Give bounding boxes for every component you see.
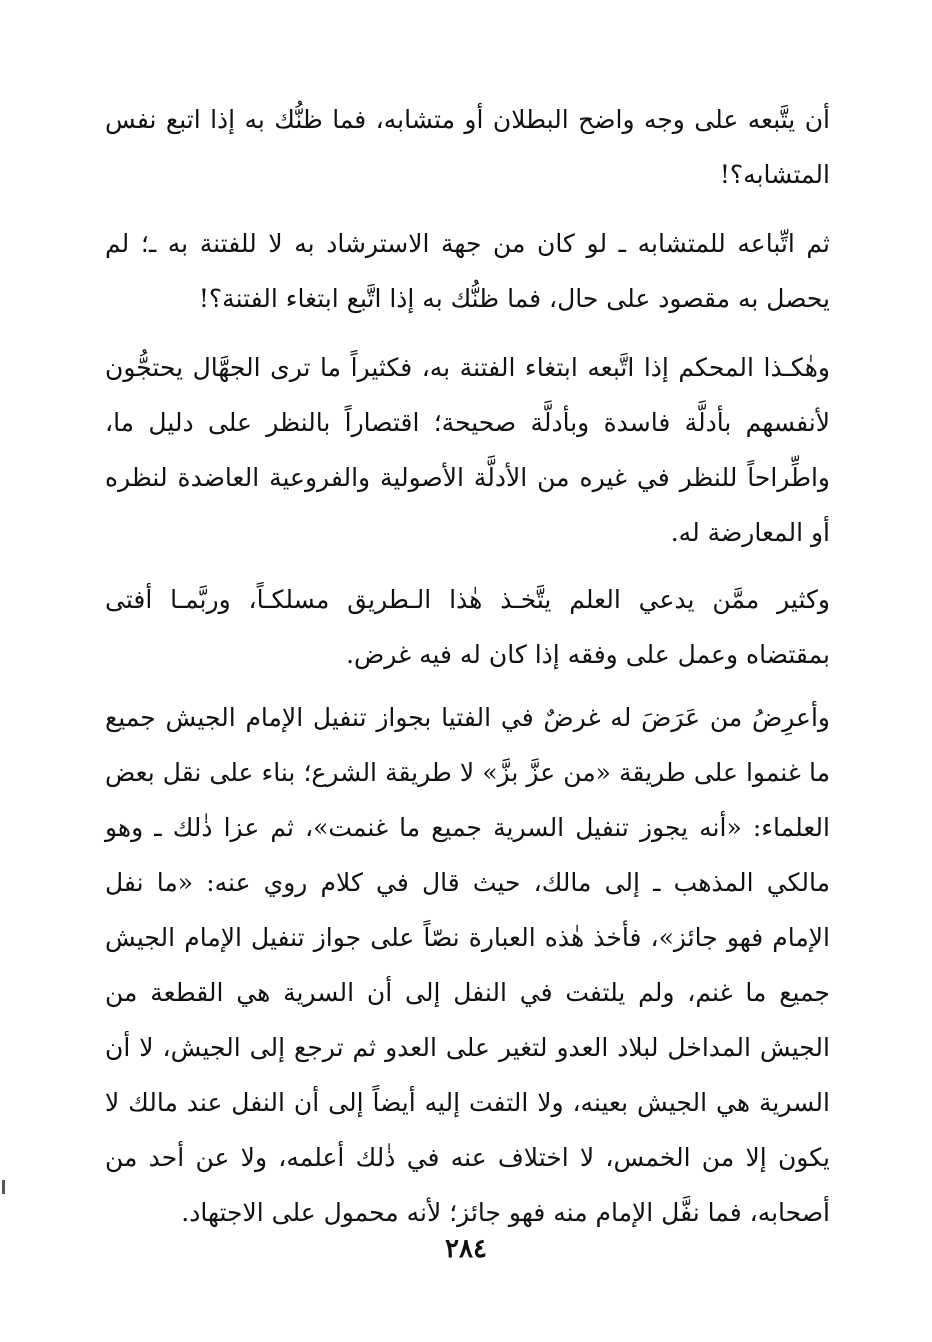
page-number: ٢٨٤: [445, 1234, 487, 1264]
paragraph-3: وهٰكـذا المحكم إذا اتَّبعه ابتغاء الفتنة به، فكثيراً ما ترى الجهَّال يحتجُّون لأنفسهم بأدلَّة فاسدة وبأدلَّة صحيحة؛ اقتصاراً بالنظر على دليل ما، واطِّراحاً للنظر في غيره من الأدلَّة الأصولية والفروعية العاضدة لنظره أو المعارضة له.: [105, 353, 830, 547]
scan-edge-mark: [2, 1180, 5, 1194]
paragraph-5: وأعرِضُ من عَرَضَ له غرضٌ في الفتيا بجواز تنفيل الإمام الجيش جميع ما غنموا على طريقة «من عزَّ بزَّ» لا طريقة الشرع؛ بناء على نقل بعض العلماء: «أنه يجوز تنفيل السرية جميع ما غنمت»، ثم عزا ذٰلك ـ وهو مالكي المذهب ـ إلى مالك، حيث قال في كلام روي عنه: «ما نفل الإمام فهو جائز»، فأخذ هٰذه العبارة نصّاً على جواز تنفيل الإمام الجيش جميع ما غنم، ولم يلتفت في النفل إلى أن السرية هي القطعة من الجيش المداخل لبلاد العدو لتغير على العدو ثم ترجع إلى الجيش، لا أن السرية هي الجيش بعينه، ولا التفت إليه أيضاً إلى أن النفل عند مالك لا يكون إلا من الخمس، لا اختلاف عنه في ذٰلك أعلمه، ولا عن أحد من أصحابه، فما نفَّل الإمام منه فهو جائز؛ لأنه محمول على الاجتهاد.: [105, 703, 830, 1227]
paragraph-1: أن يتَّبعه على وجه واضح البطلان أو متشابه، فما ظنُّك به إذا اتبع نفس المتشابه؟!: [105, 105, 830, 189]
paragraph-2: ثم اتِّباعه للمتشابه ـ لو كان من جهة الاسترشاد به لا للفتنة به ـ؛ لم يحصل به مقصود على حال، فما ظنُّك به إذا اتَّبع ابتغاء الفتنة؟!: [105, 229, 830, 313]
paragraph-4: وكثير ممَّن يدعي العلم يتَّخـذ هٰذا الـطريق مسلكـاً، وربَّمـا أفتى بمقتضاه وعمل على وفقه إذا كان له فيه غرض.: [105, 585, 830, 669]
